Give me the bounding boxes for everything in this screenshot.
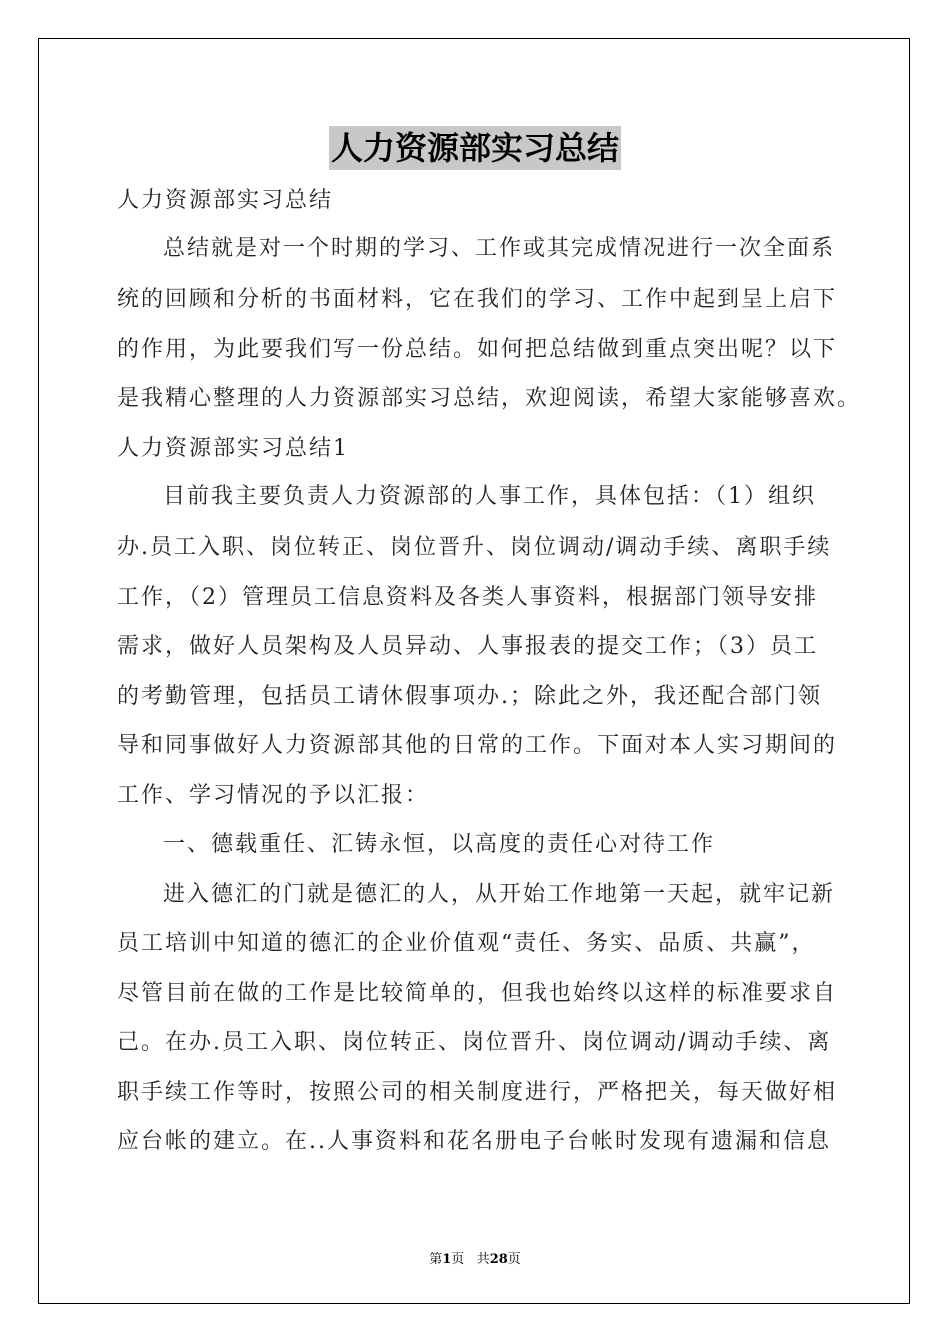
paragraph-line: 总结就是对一个时期的学习、工作或其完成情况进行一次全面系 bbox=[163, 236, 836, 261]
paragraph-line: 的作用，为此要我们写一份总结。如何把总结做到重点突出呢？以下 bbox=[117, 337, 838, 362]
paragraph-line: 己。在办.员工入职、岗位转正、岗位晋升、岗位调动/调动手续、离 bbox=[117, 1030, 832, 1055]
paragraph-line: 应台帐的建立。在..人事资料和花名册电子台帐时发现有遗漏和信息 bbox=[117, 1129, 831, 1154]
total-page-number: 28 bbox=[489, 1252, 508, 1267]
document-title: 人力资源部实习总结 bbox=[329, 126, 621, 170]
footer-total-suffix: 页 bbox=[507, 1252, 521, 1267]
subsection-heading: 一、德载重任、汇铸永恒，以高度的责任心对待工作 bbox=[163, 832, 716, 857]
document-subtitle: 人力资源部实习总结 bbox=[117, 188, 334, 213]
paragraph-line: 目前我主要负责人力资源部的人事工作，具体包括：（1）组织 bbox=[163, 484, 816, 509]
paragraph-line: 工作，（2）管理员工信息资料及各类人事资料，根据部门领导安排 bbox=[117, 585, 818, 610]
footer-prefix: 第 bbox=[429, 1252, 443, 1267]
page-footer bbox=[0, 1248, 950, 1267]
paragraph-line: 统的回顾和分析的书面材料，它在我们的学习、工作中起到呈上启下 bbox=[117, 287, 838, 312]
section-heading: 人力资源部实习总结1 bbox=[117, 436, 349, 461]
paragraph-line: 进入德汇的门就是德汇的人，从开始工作地第一天起，就牢记新 bbox=[163, 882, 836, 907]
paragraph-line: 导和同事做好人力资源部其他的日常的工作。下面对本人实习期间的 bbox=[117, 733, 838, 758]
paragraph-line: 工作、学习情况的予以汇报： bbox=[117, 783, 430, 808]
page-border bbox=[38, 38, 910, 1304]
paragraph-line: 需求，做好人员架构及人员异动、人事报表的提交工作；（3）员工 bbox=[117, 634, 818, 659]
paragraph-line: 员工培训中知道的德汇的企业价值观“责任、务实、品质、共赢”， bbox=[117, 931, 816, 956]
footer-total-prefix: 共 bbox=[476, 1252, 490, 1267]
paragraph-line: 的考勤管理，包括员工请休假事项办.；除此之外，我还配合部门领 bbox=[117, 684, 822, 709]
footer-page-suffix: 页 bbox=[451, 1252, 465, 1267]
paragraph-line: 办.员工入职、岗位转正、岗位晋升、岗位调动/调动手续、离职手续 bbox=[117, 535, 832, 560]
title-container bbox=[0, 126, 950, 170]
current-page-number: 1 bbox=[442, 1252, 452, 1267]
paragraph-line: 职手续工作等时，按照公司的相关制度进行，严格把关，每天做好相 bbox=[117, 1080, 838, 1105]
paragraph-line: 是我精心整理的人力资源部实习总结，欢迎阅读，希望大家能够喜欢。 bbox=[117, 386, 862, 411]
paragraph-line: 尽管目前在做的工作是比较简单的，但我也始终以这样的标准要求自 bbox=[117, 981, 838, 1006]
